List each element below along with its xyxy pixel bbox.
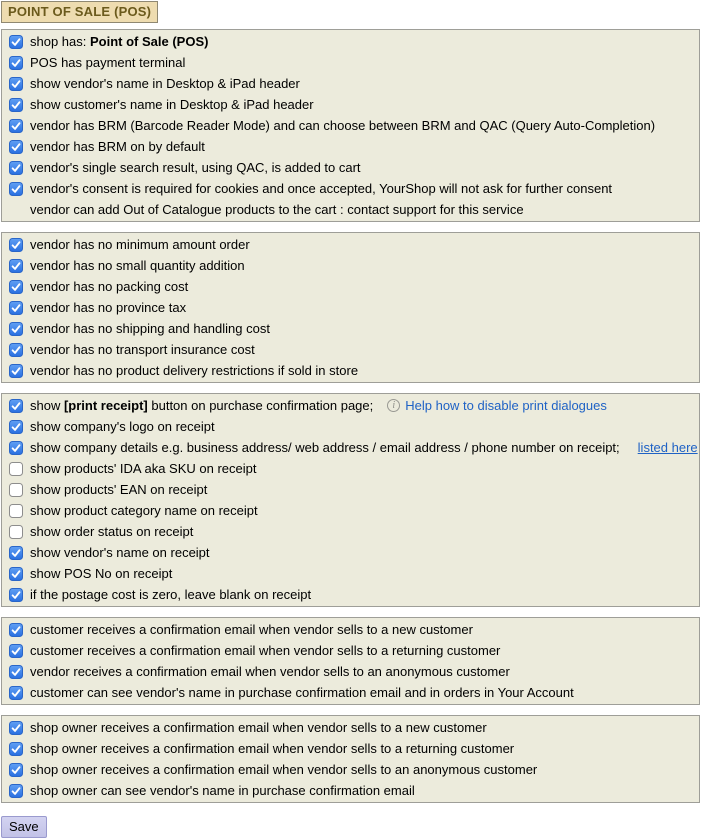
setting-label-text: show vendor's name in Desktop & iPad header	[30, 76, 300, 91]
checkbox-checked[interactable]	[9, 644, 23, 658]
setting-label-bold: Point of Sale (POS)	[90, 34, 209, 49]
checkbox-checked[interactable]	[9, 119, 23, 133]
setting-row	[2, 682, 699, 703]
save-button[interactable]: Save	[1, 816, 47, 838]
setting-row	[2, 738, 699, 759]
setting-row	[2, 395, 699, 416]
help-link-group	[387, 398, 607, 413]
setting-row	[2, 157, 699, 178]
setting-label	[30, 545, 210, 560]
setting-label	[30, 363, 358, 378]
setting-label-text: vendor's single search result, using QAC, is added to cart	[30, 160, 361, 175]
checkbox-checked[interactable]	[9, 301, 23, 315]
checkbox-unchecked[interactable]	[9, 504, 23, 518]
setting-label	[30, 664, 510, 679]
setting-label	[30, 139, 205, 154]
setting-row	[2, 276, 699, 297]
setting-label	[30, 202, 524, 217]
setting-label	[30, 118, 655, 133]
setting-label-text: vendor's consent is required for cookies and once accepted, YourShop will not ask for further consent	[30, 181, 613, 196]
checkbox-checked[interactable]	[9, 623, 23, 637]
setting-label	[30, 76, 300, 91]
setting-label	[30, 741, 514, 756]
setting-row	[2, 31, 699, 52]
setting-label	[30, 762, 537, 777]
setting-row	[2, 360, 699, 381]
setting-label	[30, 258, 245, 273]
setting-row	[2, 437, 699, 458]
setting-row	[2, 619, 699, 640]
settings-group	[1, 617, 700, 705]
setting-label-text: shop owner receives a confirmation email when vendor sells to an anonymous customer	[30, 762, 538, 777]
setting-label-text: shop has:	[30, 34, 90, 49]
checkbox-checked[interactable]	[9, 280, 23, 294]
setting-label-text: show products' IDA aka SKU on receipt	[30, 461, 257, 476]
checkbox-checked[interactable]	[9, 98, 23, 112]
checkbox-checked[interactable]	[9, 35, 23, 49]
setting-label-text: vendor receives a confirmation email when vendor sells to an anonymous customer	[30, 664, 510, 679]
setting-row	[2, 479, 699, 500]
setting-label-text: if the postage cost is zero, leave blank on receipt	[30, 587, 312, 602]
checkbox-checked[interactable]	[9, 686, 23, 700]
setting-label	[30, 279, 188, 294]
setting-row	[2, 759, 699, 780]
setting-row	[2, 542, 699, 563]
setting-label-text: show products' EAN on receipt	[30, 482, 208, 497]
setting-label	[30, 482, 207, 497]
setting-label-text: button on purchase confirmation page;	[147, 398, 374, 413]
setting-label-text: show company details e.g. business address/ web address / email address / phone number on receipt;	[30, 440, 620, 455]
checkbox-checked[interactable]	[9, 364, 23, 378]
setting-label-text: vendor has no province tax	[30, 300, 187, 315]
help-print-dialogues-link[interactable]: Help how to disable print dialogues	[405, 398, 607, 413]
setting-label-text: vendor has no small quantity addition	[30, 258, 245, 273]
setting-label	[30, 720, 487, 735]
setting-label-text: vendor has BRM on by default	[30, 139, 205, 154]
checkbox-checked[interactable]	[9, 259, 23, 273]
setting-row	[2, 416, 699, 437]
setting-label-text: customer receives a confirmation email when vendor sells to a returning customer	[30, 643, 501, 658]
setting-label	[30, 685, 574, 700]
checkbox-spacer	[9, 203, 23, 217]
setting-label-text: shop owner receives a confirmation email when vendor sells to a returning customer	[30, 741, 515, 756]
info-circle-icon: i	[387, 399, 400, 412]
setting-label	[30, 643, 500, 658]
checkbox-checked[interactable]	[9, 238, 23, 252]
setting-label-text: vendor has BRM (Barcode Reader Mode) and can choose between BRM and QAC (Query Auto-Completion)	[30, 118, 656, 133]
checkbox-checked[interactable]	[9, 140, 23, 154]
setting-label	[30, 181, 612, 196]
setting-row	[2, 52, 699, 73]
settings-groups	[1, 29, 700, 803]
setting-label-text: show customer's name in Desktop & iPad header	[30, 97, 314, 112]
settings-group	[1, 232, 700, 383]
setting-label-text: customer receives a confirmation email when vendor sells to a new customer	[30, 622, 473, 637]
setting-label	[30, 566, 172, 581]
checkbox-checked[interactable]	[9, 182, 23, 196]
setting-label-text: shop owner receives a confirmation email when vendor sells to a new customer	[30, 720, 487, 735]
setting-label	[30, 622, 473, 637]
setting-row	[2, 94, 699, 115]
settings-group	[1, 393, 700, 607]
checkbox-checked[interactable]	[9, 742, 23, 756]
setting-label-text: customer can see vendor's name in purchase confirmation email and in orders in Your Account	[30, 685, 574, 700]
setting-row	[2, 73, 699, 94]
checkbox-checked[interactable]	[9, 420, 23, 434]
checkbox-checked[interactable]	[9, 399, 23, 413]
setting-label	[30, 34, 208, 49]
checkbox-checked[interactable]	[9, 763, 23, 777]
setting-label-text: show POS No on receipt	[30, 566, 173, 581]
setting-label	[30, 342, 255, 357]
setting-row	[2, 136, 699, 157]
checkbox-unchecked[interactable]	[9, 483, 23, 497]
settings-group	[1, 29, 700, 222]
settings-group	[1, 715, 700, 803]
setting-row	[2, 661, 699, 682]
setting-label-text: show product category name on receipt	[30, 503, 258, 518]
checkbox-checked[interactable]	[9, 441, 23, 455]
setting-label	[30, 300, 186, 315]
setting-row	[2, 255, 699, 276]
setting-label	[30, 587, 311, 602]
setting-row	[2, 199, 699, 220]
setting-label	[30, 461, 256, 476]
setting-label	[30, 398, 373, 413]
setting-label-text: show vendor's name on receipt	[30, 545, 210, 560]
setting-row	[2, 500, 699, 521]
setting-row	[2, 584, 699, 605]
checkbox-checked[interactable]	[9, 567, 23, 581]
setting-label	[30, 55, 185, 70]
setting-label	[30, 440, 620, 455]
setting-row	[2, 640, 699, 661]
checkbox-checked[interactable]	[9, 665, 23, 679]
setting-label	[30, 321, 270, 336]
checkbox-checked[interactable]	[9, 784, 23, 798]
checkbox-unchecked[interactable]	[9, 525, 23, 539]
setting-label-text: vendor has no product delivery restrictions if sold in store	[30, 363, 359, 378]
setting-label-text: POS has payment terminal	[30, 55, 186, 70]
checkbox-checked[interactable]	[9, 77, 23, 91]
checkbox-checked[interactable]	[9, 721, 23, 735]
page-title: POINT OF SALE (POS)	[1, 1, 158, 23]
checkbox-unchecked[interactable]	[9, 462, 23, 476]
setting-label-text: show company's logo on receipt	[30, 419, 215, 434]
setting-row	[2, 234, 699, 255]
setting-label-text: vendor has no shipping and handling cost	[30, 321, 270, 336]
listed-here-link[interactable]: listed here	[637, 440, 698, 455]
setting-label	[30, 419, 215, 434]
setting-label	[30, 783, 415, 798]
setting-row	[2, 780, 699, 801]
setting-label-text: show order status on receipt	[30, 524, 194, 539]
setting-row	[2, 178, 699, 199]
setting-label-text: shop owner can see vendor's name in purchase confirmation email	[30, 783, 415, 798]
setting-row	[2, 521, 699, 542]
checkbox-checked[interactable]	[9, 56, 23, 70]
setting-row	[2, 563, 699, 584]
checkbox-checked[interactable]	[9, 588, 23, 602]
setting-row	[2, 297, 699, 318]
setting-label	[30, 524, 193, 539]
setting-label-text: vendor has no transport insurance cost	[30, 342, 255, 357]
checkbox-checked[interactable]	[9, 161, 23, 175]
checkbox-checked[interactable]	[9, 546, 23, 560]
setting-label-text: vendor can add Out of Catalogue products to the cart : contact support for this service	[30, 202, 524, 217]
checkbox-checked[interactable]	[9, 343, 23, 357]
setting-label-text: vendor has no minimum amount order	[30, 237, 250, 252]
setting-label-text: vendor has no packing cost	[30, 279, 189, 294]
setting-label	[30, 237, 250, 252]
setting-label	[30, 160, 361, 175]
checkbox-checked[interactable]	[9, 322, 23, 336]
setting-row	[2, 458, 699, 479]
setting-row	[2, 115, 699, 136]
setting-row	[2, 318, 699, 339]
setting-label	[30, 97, 314, 112]
setting-label-bold: [print receipt]	[63, 398, 148, 413]
setting-row	[2, 717, 699, 738]
setting-label	[30, 503, 258, 518]
setting-label-text: show	[30, 398, 64, 413]
setting-row	[2, 339, 699, 360]
